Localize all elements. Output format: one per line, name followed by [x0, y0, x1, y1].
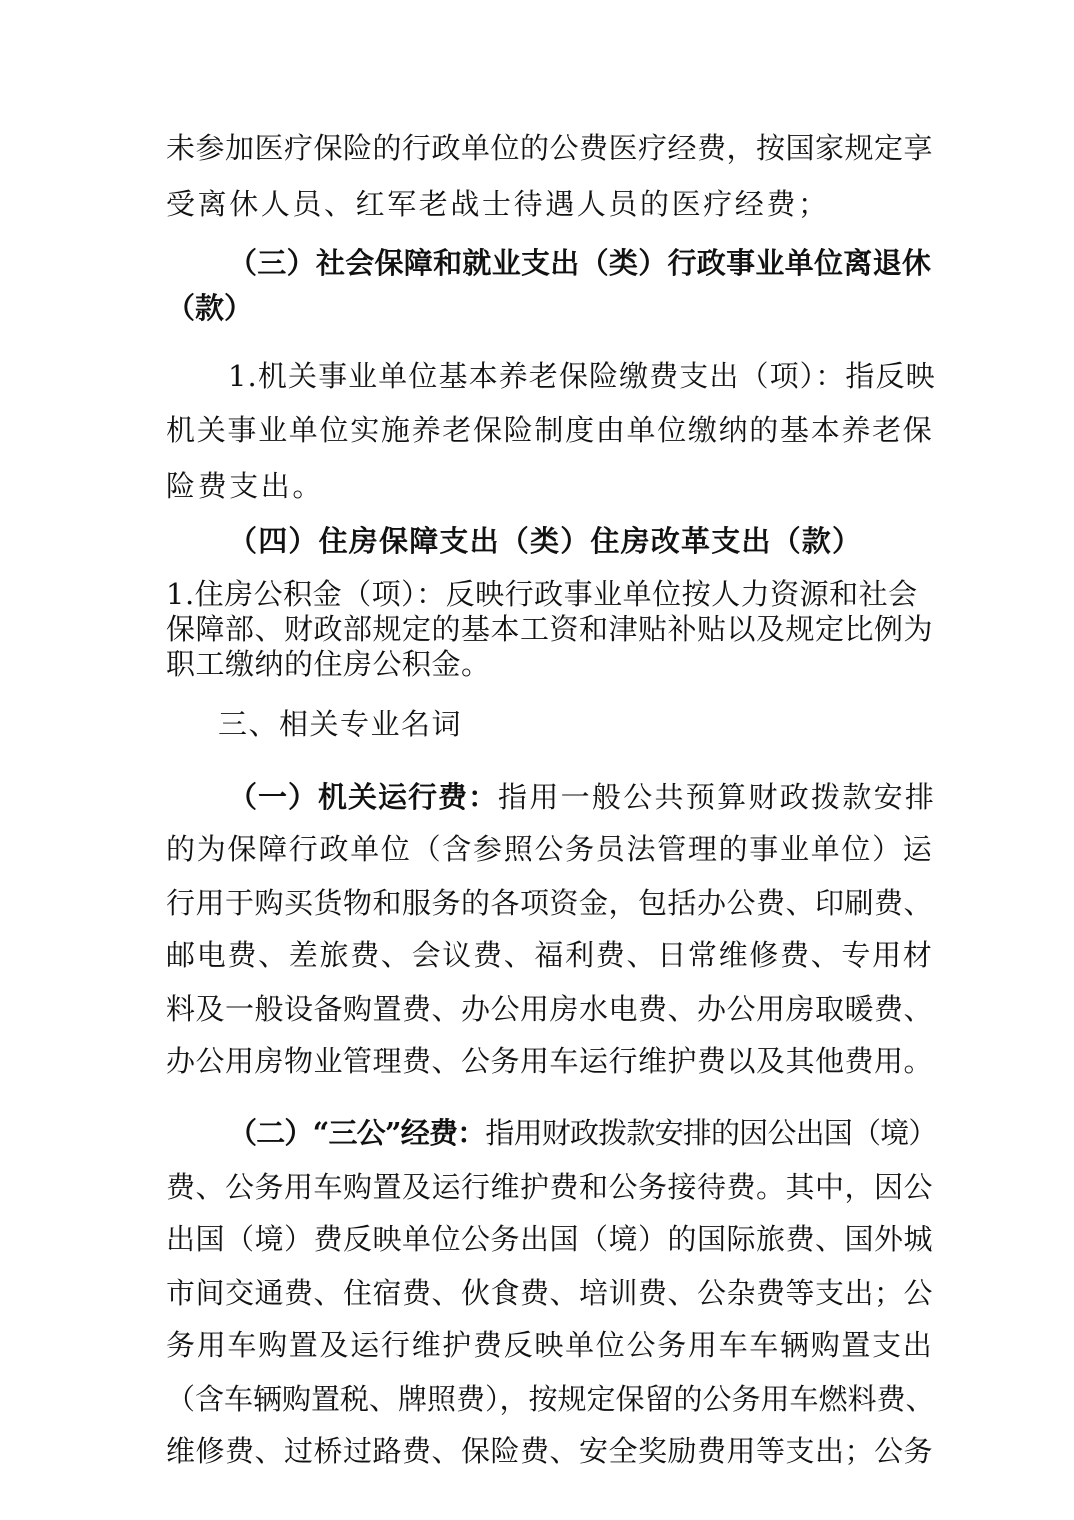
paragraph-line: 未参加医疗保险的行政单位的公费医疗经费，按国家规定享 — [166, 131, 934, 165]
paragraph-line: 机关事业单位实施养老保险制度由单位缴纳的基本养老保 — [166, 413, 934, 447]
heading-social-security-cont: （款） — [166, 291, 254, 325]
paragraph-line: 受离休人员、红军老战士待遇人员的医疗经费； — [166, 187, 830, 221]
paragraph-line: 保障部、财政部规定的基本工资和津贴补贴以及规定比例为 — [166, 612, 934, 646]
paragraph-line: 1.机关事业单位基本养老保险缴费支出（项）：指反映 — [228, 359, 936, 393]
paragraph-line — [228, 777, 936, 817]
paragraph-line: 行用于购买货物和服务的各项资金，包括办公费、印刷费、 — [166, 886, 934, 920]
paragraph-line: 务用车购置及运行维护费反映单位公务用车车辆购置支出 — [166, 1328, 934, 1362]
paragraph-line: （含车辆购置税、牌照费），按规定保留的公务用车燃料费、 — [166, 1382, 935, 1416]
section-title: 三、相关专业名词 — [218, 707, 463, 741]
term-definition: 指用财政拨款安排的因公出国（境） — [485, 1116, 937, 1150]
heading-housing: （四）住房保障支出（类）住房改革支出（款） — [228, 524, 863, 558]
paragraph-line — [228, 1113, 936, 1153]
paragraph-line: 职工缴纳的住房公积金。 — [166, 647, 491, 681]
paragraph-line: 料及一般设备购置费、办公用房水电费、办公用房取暖费、 — [166, 992, 934, 1026]
paragraph-line: 的为保障行政单位（含参照公务员法管理的事业单位）运 — [166, 832, 934, 866]
paragraph-line: 邮电费、差旅费、会议费、福利费、日常维修费、专用材 — [166, 938, 934, 972]
heading-social-security: （三）社会保障和就业支出（类）行政事业单位离退休 — [228, 246, 932, 280]
paragraph-line: 出国（境）费反映单位公务出国（境）的国际旅费、国外城 — [166, 1222, 934, 1256]
paragraph-line: 办公用房物业管理费、公务用车运行维护费以及其他费用。 — [166, 1044, 934, 1078]
term-definition: 指用一般公共预算财政拨款安排 — [498, 780, 937, 814]
paragraph-line: 1.住房公积金（项）：反映行政事业单位按人力资源和社会 — [166, 577, 918, 611]
paragraph-line: 险费支出。 — [166, 469, 325, 503]
paragraph-line: 维修费、过桥过路费、保险费、安全奖励费用等支出；公务 — [166, 1434, 934, 1468]
term-admin-running-cost: （一）机关运行费： — [228, 780, 499, 814]
paragraph-line: 费、公务用车购置及运行维护费和公务接待费。其中，因公 — [166, 1170, 934, 1204]
paragraph-line: 市间交通费、住宿费、伙食费、培训费、公杂费等支出；公 — [166, 1276, 934, 1310]
term-three-public-funds: （二）“三公”经费： — [228, 1116, 486, 1150]
